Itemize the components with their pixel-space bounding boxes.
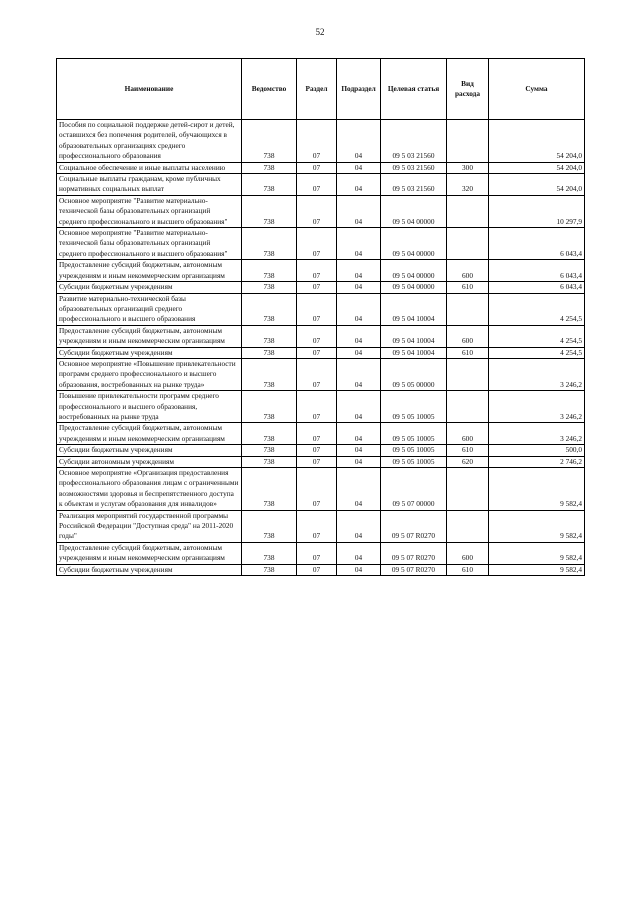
header-section: Раздел — [297, 59, 337, 120]
cell-sum: 54 204,0 — [489, 174, 585, 196]
cell-article: 09 5 04 00000 — [381, 228, 447, 260]
cell-sum: 4 254,5 — [489, 325, 585, 347]
cell-dept: 738 — [242, 542, 297, 564]
cell-subsection: 04 — [337, 228, 381, 260]
cell-subsection: 04 — [337, 542, 381, 564]
cell-section: 07 — [297, 445, 337, 456]
cell-dept: 738 — [242, 174, 297, 196]
table-row — [57, 325, 585, 347]
cell-sum: 2 746,2 — [489, 456, 585, 467]
cell-dept: 738 — [242, 510, 297, 542]
cell-subsection: 04 — [337, 510, 381, 542]
cell-article: 09 5 04 10004 — [381, 347, 447, 358]
cell-subsection: 04 — [337, 391, 381, 423]
table-row — [57, 468, 585, 511]
cell-name: Основное мероприятие "Развитие материально-технической базы образовательных организаций среднего профессионального и высшего образования" — [57, 228, 242, 260]
cell-name: Предоставление субсидий бюджетным, автономным учреждениям и иным некоммерческим организациям — [57, 325, 242, 347]
cell-article: 09 5 04 10004 — [381, 325, 447, 347]
cell-article: 09 5 07 R0270 — [381, 510, 447, 542]
cell-sum: 4 254,5 — [489, 347, 585, 358]
cell-section: 07 — [297, 564, 337, 575]
header-article: Целевая статья — [381, 59, 447, 120]
cell-article: 09 5 07 00000 — [381, 468, 447, 511]
table-row — [57, 423, 585, 445]
table-row — [57, 347, 585, 358]
header-sum: Сумма — [489, 59, 585, 120]
cell-name: Пособия по социальной поддержке детей-сирот и детей, оставшихся без попечения родителей, обучающихся в образовательных организациях среднего профессионального образования — [57, 120, 242, 163]
cell-name: Субсидии бюджетным учреждениям — [57, 445, 242, 456]
cell-section: 07 — [297, 174, 337, 196]
cell-kind: 620 — [447, 456, 489, 467]
cell-dept: 738 — [242, 293, 297, 325]
cell-dept: 738 — [242, 260, 297, 282]
cell-section: 07 — [297, 391, 337, 423]
cell-section: 07 — [297, 456, 337, 467]
cell-section: 07 — [297, 325, 337, 347]
cell-name: Субсидии автономным учреждениям — [57, 456, 242, 467]
cell-subsection: 04 — [337, 174, 381, 196]
table-row — [57, 358, 585, 390]
cell-sum: 54 204,0 — [489, 120, 585, 163]
cell-name: Предоставление субсидий бюджетным, автономным учреждениям и иным некоммерческим организациям — [57, 542, 242, 564]
cell-subsection: 04 — [337, 325, 381, 347]
cell-sum: 54 204,0 — [489, 162, 585, 173]
cell-name: Субсидии бюджетным учреждениям — [57, 282, 242, 293]
cell-name: Основное мероприятие "Развитие материально-технической базы образовательных организаций среднего профессионального и высшего образования" — [57, 195, 242, 227]
table-row — [57, 293, 585, 325]
table-row — [57, 391, 585, 423]
header-subsection: Подраздел — [337, 59, 381, 120]
table-row — [57, 282, 585, 293]
cell-dept: 738 — [242, 358, 297, 390]
cell-kind — [447, 120, 489, 163]
header-dept: Ведомство — [242, 59, 297, 120]
cell-kind: 320 — [447, 174, 489, 196]
cell-sum: 4 254,5 — [489, 293, 585, 325]
cell-article: 09 5 04 00000 — [381, 282, 447, 293]
cell-kind — [447, 391, 489, 423]
cell-article: 09 5 03 21560 — [381, 174, 447, 196]
cell-sum: 9 582,4 — [489, 564, 585, 575]
cell-section: 07 — [297, 358, 337, 390]
cell-subsection: 04 — [337, 445, 381, 456]
cell-section: 07 — [297, 510, 337, 542]
cell-sum: 9 582,4 — [489, 510, 585, 542]
cell-kind: 610 — [447, 564, 489, 575]
cell-dept: 738 — [242, 564, 297, 575]
table-row — [57, 564, 585, 575]
cell-name: Предоставление субсидий бюджетным, автономным учреждениям и иным некоммерческим организациям — [57, 260, 242, 282]
cell-sum: 6 043,4 — [489, 282, 585, 293]
cell-sum: 6 043,4 — [489, 260, 585, 282]
cell-kind: 610 — [447, 445, 489, 456]
page-number: 52 — [315, 27, 325, 37]
cell-subsection: 04 — [337, 564, 381, 575]
cell-section: 07 — [297, 423, 337, 445]
cell-article: 09 5 05 10005 — [381, 391, 447, 423]
cell-subsection: 04 — [337, 456, 381, 467]
cell-article: 09 5 07 R0270 — [381, 564, 447, 575]
cell-section: 07 — [297, 260, 337, 282]
cell-name: Социальное обеспечение и иные выплаты населению — [57, 162, 242, 173]
cell-subsection: 04 — [337, 468, 381, 511]
cell-subsection: 04 — [337, 282, 381, 293]
cell-article: 09 5 07 R0270 — [381, 542, 447, 564]
cell-kind: 600 — [447, 325, 489, 347]
cell-subsection: 04 — [337, 293, 381, 325]
table-row — [57, 542, 585, 564]
cell-sum: 3 246,2 — [489, 391, 585, 423]
cell-article: 09 5 05 10005 — [381, 456, 447, 467]
cell-section: 07 — [297, 120, 337, 163]
table-row — [57, 260, 585, 282]
cell-subsection: 04 — [337, 162, 381, 173]
header-name: Наименование — [57, 59, 242, 120]
cell-kind — [447, 293, 489, 325]
cell-kind — [447, 358, 489, 390]
cell-kind — [447, 510, 489, 542]
cell-sum: 10 297,9 — [489, 195, 585, 227]
cell-dept: 738 — [242, 120, 297, 163]
cell-kind: 300 — [447, 162, 489, 173]
cell-article: 09 5 03 21560 — [381, 120, 447, 163]
table-row — [57, 120, 585, 163]
table-row — [57, 510, 585, 542]
table-row — [57, 456, 585, 467]
cell-article: 09 5 05 00000 — [381, 358, 447, 390]
cell-dept: 738 — [242, 195, 297, 227]
cell-name: Основное мероприятие «Повышение привлекательности программ среднего профессионального и высшего образования, востребованных на рынке труда» — [57, 358, 242, 390]
cell-subsection: 04 — [337, 195, 381, 227]
cell-kind — [447, 228, 489, 260]
cell-subsection: 04 — [337, 260, 381, 282]
cell-section: 07 — [297, 347, 337, 358]
cell-dept: 738 — [242, 282, 297, 293]
cell-section: 07 — [297, 195, 337, 227]
cell-name: Социальные выплаты гражданам, кроме публичных нормативных социальных выплат — [57, 174, 242, 196]
cell-dept: 738 — [242, 456, 297, 467]
table-row — [57, 195, 585, 227]
cell-dept: 738 — [242, 325, 297, 347]
cell-subsection: 04 — [337, 358, 381, 390]
cell-article: 09 5 04 00000 — [381, 195, 447, 227]
cell-name: Субсидии бюджетным учреждениям — [57, 564, 242, 575]
cell-name: Субсидии бюджетным учреждениям — [57, 347, 242, 358]
cell-section: 07 — [297, 468, 337, 511]
cell-name: Предоставление субсидий бюджетным, автономным учреждениям и иным некоммерческим организациям — [57, 423, 242, 445]
cell-name: Реализация мероприятий государственной программы Российской Федерации "Доступная среда" на 2011-2020 годы" — [57, 510, 242, 542]
cell-subsection: 04 — [337, 423, 381, 445]
cell-sum: 500,0 — [489, 445, 585, 456]
cell-dept: 738 — [242, 162, 297, 173]
cell-dept: 738 — [242, 445, 297, 456]
table-row — [57, 445, 585, 456]
cell-kind: 610 — [447, 282, 489, 293]
table-body — [57, 120, 585, 576]
cell-article: 09 5 04 00000 — [381, 260, 447, 282]
cell-subsection: 04 — [337, 120, 381, 163]
cell-name: Основное мероприятие «Организация предоставления профессионального образования лицам с ограниченными возможностями здоровья и беспрепятственного доступа к объектам и услугам образования для инвалидов» — [57, 468, 242, 511]
cell-sum: 3 246,2 — [489, 423, 585, 445]
table-row — [57, 228, 585, 260]
table-row — [57, 162, 585, 173]
cell-subsection: 04 — [337, 347, 381, 358]
cell-section: 07 — [297, 293, 337, 325]
cell-section: 07 — [297, 542, 337, 564]
cell-dept: 738 — [242, 468, 297, 511]
header-kind: Вид расхода — [447, 59, 489, 120]
cell-sum: 9 582,4 — [489, 468, 585, 511]
cell-kind: 600 — [447, 542, 489, 564]
cell-section: 07 — [297, 282, 337, 293]
cell-dept: 738 — [242, 228, 297, 260]
cell-section: 07 — [297, 228, 337, 260]
cell-kind: 610 — [447, 347, 489, 358]
table-header-row — [57, 59, 585, 120]
cell-sum: 3 246,2 — [489, 358, 585, 390]
cell-dept: 738 — [242, 391, 297, 423]
cell-dept: 738 — [242, 347, 297, 358]
cell-section: 07 — [297, 162, 337, 173]
cell-article: 09 5 05 10005 — [381, 445, 447, 456]
cell-article: 09 5 03 21560 — [381, 162, 447, 173]
cell-sum: 9 582,4 — [489, 542, 585, 564]
cell-article: 09 5 04 10004 — [381, 293, 447, 325]
cell-name: Повышение привлекательности программ среднего профессионального и высшего образования, востребованных на рынке труда — [57, 391, 242, 423]
cell-kind — [447, 468, 489, 511]
cell-article: 09 5 05 10005 — [381, 423, 447, 445]
cell-name: Развитие материально-технической базы образовательных организаций среднего профессионального и высшего образования — [57, 293, 242, 325]
cell-kind: 600 — [447, 423, 489, 445]
cell-kind: 600 — [447, 260, 489, 282]
cell-kind — [447, 195, 489, 227]
cell-dept: 738 — [242, 423, 297, 445]
table-row — [57, 174, 585, 196]
budget-table — [56, 58, 585, 576]
cell-sum: 6 043,4 — [489, 228, 585, 260]
